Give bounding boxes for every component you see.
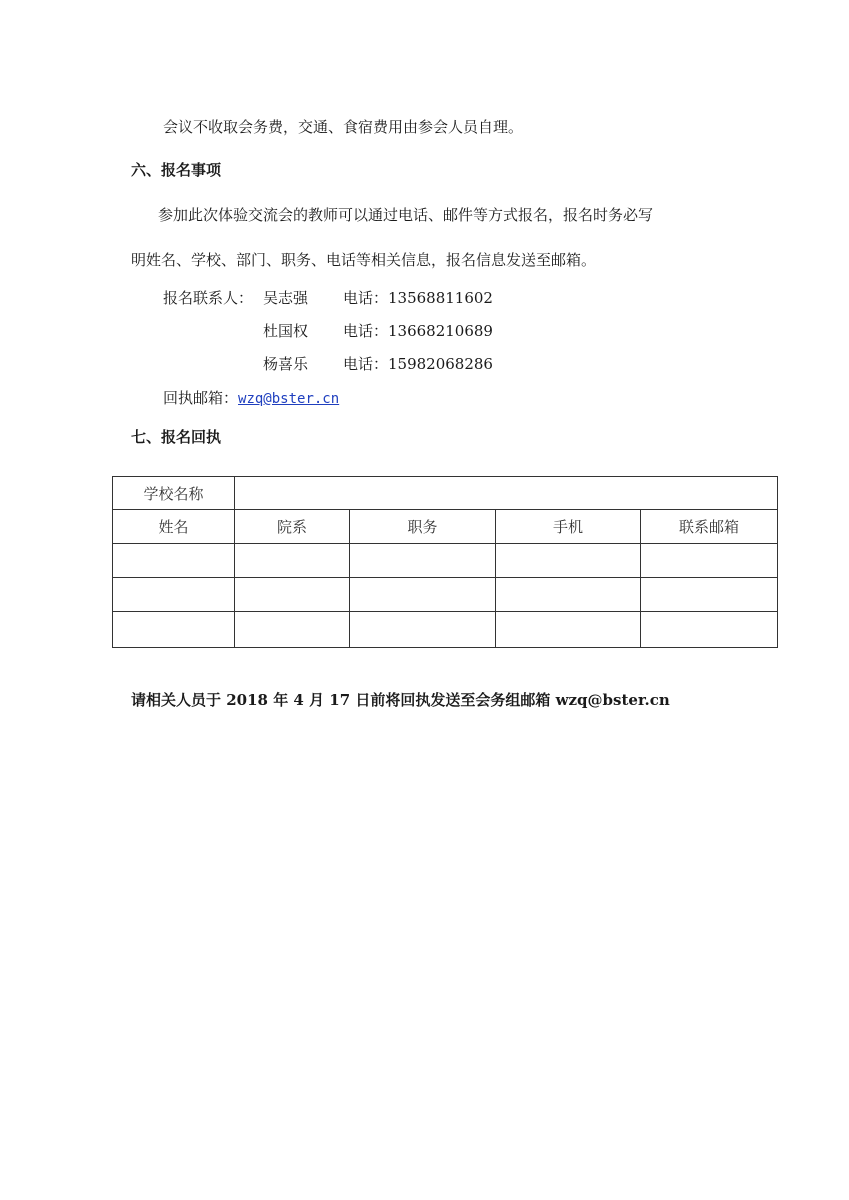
table-cell[interactable] [641,544,778,578]
registration-receipt-table [112,476,778,648]
table-cell[interactable] [496,612,641,648]
email-label: 回执邮箱： [163,389,239,407]
table-cell[interactable] [641,612,778,648]
section-6-heading: 六、报名事项 [131,161,222,179]
school-name-label: 学校名称 [113,477,235,510]
table-cell[interactable] [496,578,641,612]
table-row [113,612,778,648]
table-cell[interactable] [113,612,235,648]
table-header-row [113,510,778,544]
column-header: 职务 [350,510,496,544]
table-cell[interactable] [350,612,496,648]
table-cell[interactable] [350,578,496,612]
contact-name: 杜国权 [263,322,309,340]
column-header: 手机 [496,510,641,544]
table-cell[interactable] [113,578,235,612]
table-row [113,578,778,612]
column-header: 姓名 [113,510,235,544]
table-cell[interactable] [235,612,350,648]
contact-phone: 电话：13668210689 [343,322,493,340]
table-cell[interactable] [350,544,496,578]
contact-phone: 电话：13568811602 [343,289,493,307]
contacts-label: 报名联系人： [163,289,254,307]
email-link[interactable]: wzq@bster.cn [238,391,340,407]
table-row [113,544,778,578]
contact-phone: 电话：15982068286 [343,355,493,373]
registration-paragraph-line-2: 明姓名、学校、部门、职务、电话等相关信息，报名信息发送至邮箱。 [131,251,597,269]
contact-name: 吴志强 [263,289,309,307]
email-row [163,388,339,409]
submission-deadline-note: 请相关人员于 2018 年 4 月 17 日前将回执发送至会务组邮箱 wzq@bster.cn [131,691,670,709]
fee-text: 会议不收取会务费，交通、食宿费用由参会人员自理。 [163,118,524,136]
table-cell[interactable] [235,578,350,612]
contact-row [263,288,563,308]
table-cell[interactable] [496,544,641,578]
section-7-heading: 七、报名回执 [131,428,222,446]
table-cell[interactable] [641,578,778,612]
registration-paragraph-line-1: 参加此次体验交流会的教师可以通过电话、邮件等方式报名，报名时务必写 [158,206,654,224]
contact-name: 杨喜乐 [263,355,309,373]
column-header: 联系邮箱 [641,510,778,544]
table-row [113,477,778,510]
contact-row [263,354,563,374]
contact-row [263,321,563,341]
table-cell[interactable] [113,544,235,578]
school-name-cell[interactable] [235,477,778,510]
column-header: 院系 [235,510,350,544]
table-cell[interactable] [235,544,350,578]
